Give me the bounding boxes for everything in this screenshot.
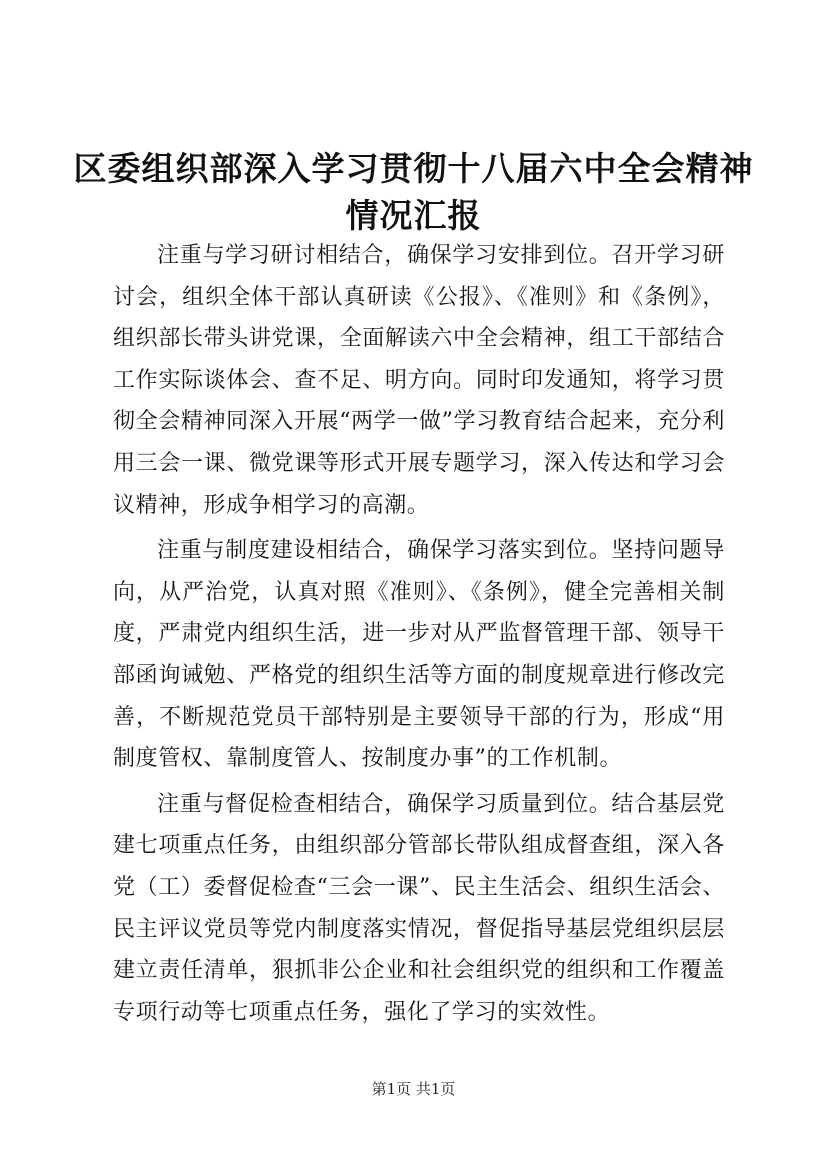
paragraph-system-building: 注重与制度建设相结合，确保学习落实到位。坚持问题导向，从严治党，认真对照《准则》、《条例》，健全完善相关制度，严肃党内组织生活，进一步对从严监督管理干部、领导干部函询诫勉、严格党的组织生活等方面的制度规章进行修改完善，不断规范党员干部特别是主要领导干部的行为，形成“用制度管权、靠制度管人、按制度办事”的工作机制。 bbox=[113, 538, 725, 772]
document-title bbox=[60, 145, 767, 239]
paragraph-study-discussion: 注重与学习研讨相结合，确保学习安排到位。召开学习研讨会，组织全体干部认真研读《公报》、《准则》和《条例》，组织部长带头讲党课，全面解读六中全会精神，组工干部结合工作实际谈体会、查不足、明方向。同时印发通知，将学习贯彻全会精神同深入开展“两学一做”学习教育结合起来，充分利用三会一课、微党课等形式开展专题学习，深入传达和学习会议精神，形成争相学习的高潮。 bbox=[113, 243, 725, 518]
paragraph-supervision-inspection: 注重与督促检查相结合，确保学习质量到位。结合基层党建七项重点任务，由组织部分管部长带队组成督查组，深入各党（工）委督促检查“三会一课”、民主生活会、组织生活会、民主评议党员等党内制度落实情况，督促指导基层党组织层层建立责任清单，狠抓非公企业和社会组织党的组织和工作覆盖专项行动等七项重点任务，强化了学习的实效性。 bbox=[113, 791, 725, 1025]
title-line-1: 区委组织部深入学习贯彻十八届六中全会精神 bbox=[73, 149, 754, 188]
title-line-2: 情况汇报 bbox=[345, 196, 482, 235]
page-number-footer: 第1页 共1页 bbox=[371, 1080, 456, 1098]
document-body bbox=[113, 235, 725, 1037]
